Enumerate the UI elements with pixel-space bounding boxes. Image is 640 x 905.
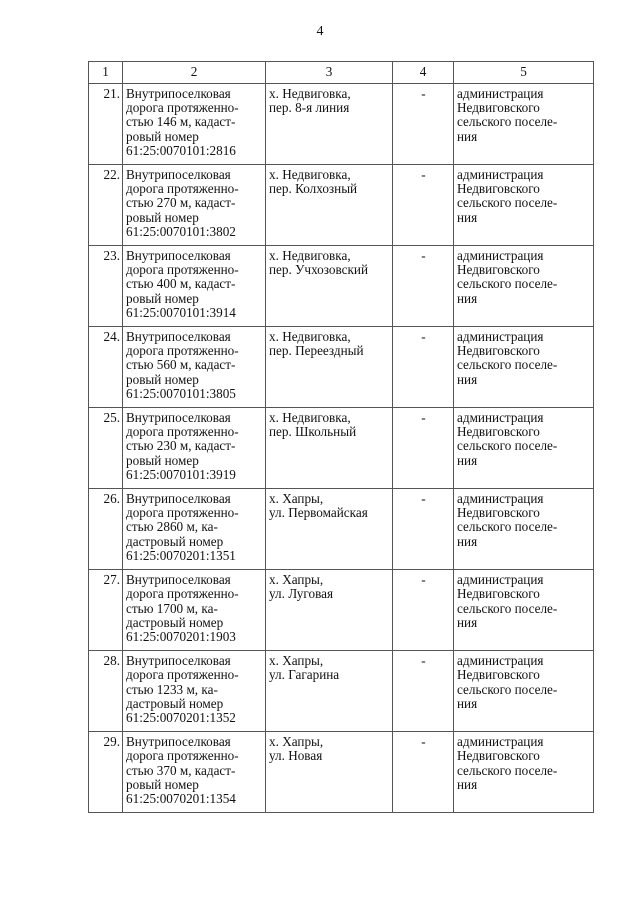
owner-line: Недвиговского [457, 343, 540, 359]
row-number-cell: 24. [89, 327, 123, 408]
description-line: Внутрипоселковая [126, 329, 231, 345]
row-number-cell: 26. [89, 489, 123, 570]
description-line: стью 2860 м, ка- [126, 519, 218, 535]
description-line: Внутрипоселковая [126, 734, 231, 750]
owner-line: ния [457, 533, 478, 549]
header-row [89, 62, 594, 84]
owner-line: администрация [457, 86, 544, 101]
table-row [89, 489, 594, 570]
table-row [89, 165, 594, 246]
address-cell [266, 651, 393, 732]
owner-line: сельского поселе- [457, 519, 558, 535]
registry-table [88, 61, 594, 813]
owner-line: Недвиговского [457, 505, 540, 521]
owner-line: ния [457, 371, 478, 387]
description-line: Внутрипоселковая [126, 248, 231, 264]
address-cell [266, 408, 393, 489]
row-number-cell: 23. [89, 246, 123, 327]
owner-line: администрация [457, 491, 544, 507]
owner-line: ния [457, 776, 478, 792]
object-description-cell [123, 165, 266, 246]
column-4-cell: - [393, 246, 454, 327]
object-description-cell [123, 327, 266, 408]
column-4-cell: - [393, 732, 454, 813]
owner-cell [454, 246, 594, 327]
description-line: Внутрипоселковая [126, 572, 231, 588]
owner-line: администрация [457, 734, 544, 750]
description-line: стью 560 м, кадаст- [126, 357, 236, 373]
page-number: 4 [316, 24, 324, 39]
table-row [89, 651, 594, 732]
column-header-4: 4 [393, 62, 454, 84]
column-4-cell: - [393, 84, 454, 165]
owner-line: сельского поселе- [457, 276, 558, 292]
object-description-cell [123, 570, 266, 651]
description-line: 61:25:0070101:3919 [126, 466, 236, 482]
row-number-cell: 28. [89, 651, 123, 732]
object-description-cell [123, 489, 266, 570]
owner-line: администрация [457, 248, 544, 264]
owner-line: сельского поселе- [457, 114, 558, 130]
description-line: 61:25:0070201:1903 [126, 628, 236, 644]
owner-line: сельского поселе- [457, 600, 558, 616]
address-line: ул. Гагарина [269, 667, 340, 683]
description-line: стью 230 м, кадаст- [126, 438, 236, 454]
address-line: х. Хапры, [269, 653, 324, 669]
description-line: Внутрипоселковая [126, 167, 231, 183]
owner-line: администрация [457, 167, 544, 183]
description-line: 61:25:0070101:2816 [126, 142, 236, 158]
table-row [89, 570, 594, 651]
column-header-1: 1 [89, 62, 123, 84]
column-header-2: 2 [123, 62, 266, 84]
object-description-cell [123, 651, 266, 732]
column-header-3: 3 [266, 62, 393, 84]
description-line: стью 1700 м, ка- [126, 600, 218, 616]
description-line: стью 1233 м, ка- [126, 681, 218, 697]
description-line: дорога протяженно- [126, 748, 239, 764]
owner-line: сельского поселе- [457, 195, 558, 211]
owner-line: Недвиговского [457, 586, 540, 602]
description-line: стью 400 м, кадаст- [126, 276, 236, 292]
address-line: х. Недвиговка, [269, 86, 351, 101]
address-line: х. Недвиговка, [269, 167, 351, 183]
address-cell [266, 165, 393, 246]
description-line: ровый номер [126, 209, 199, 225]
table-row [89, 246, 594, 327]
address-cell [266, 489, 393, 570]
address-line: пер. Переездный [269, 343, 364, 359]
object-description-cell [123, 246, 266, 327]
description-line: дорога протяженно- [126, 343, 239, 359]
description-line: ровый номер [126, 452, 199, 468]
table-row [89, 84, 594, 165]
description-line: дорога протяженно- [126, 262, 239, 278]
row-number-cell: 25. [89, 408, 123, 489]
description-line: ровый номер [126, 371, 199, 387]
owner-line: Недвиговского [457, 100, 540, 116]
description-line: 61:25:0070101:3802 [126, 223, 236, 239]
owner-line: сельского поселе- [457, 762, 558, 778]
owner-line: ния [457, 209, 478, 225]
owner-line: Недвиговского [457, 424, 540, 440]
address-line: ул. Луговая [269, 586, 334, 602]
owner-cell [454, 489, 594, 570]
description-line: дастровый номер [126, 695, 224, 711]
address-line: х. Недвиговка, [269, 248, 351, 264]
owner-cell [454, 651, 594, 732]
address-line: пер. Колхозный [269, 181, 358, 197]
description-line: стью 270 м, кадаст- [126, 195, 236, 211]
description-line: дорога протяженно- [126, 586, 239, 602]
owner-cell [454, 408, 594, 489]
owner-line: администрация [457, 572, 544, 588]
column-4-cell: - [393, 408, 454, 489]
owner-cell [454, 165, 594, 246]
description-line: Внутрипоселковая [126, 653, 231, 669]
owner-line: ния [457, 695, 478, 711]
description-line: 61:25:0070101:3805 [126, 385, 236, 401]
address-line: х. Недвиговка, [269, 410, 351, 426]
object-description-cell [123, 408, 266, 489]
column-4-cell: - [393, 489, 454, 570]
address-line: х. Хапры, [269, 491, 324, 507]
column-header-5: 5 [454, 62, 594, 84]
description-line: дорога протяженно- [126, 100, 239, 116]
row-number-cell: 22. [89, 165, 123, 246]
column-4-cell: - [393, 570, 454, 651]
owner-line: сельского поселе- [457, 357, 558, 373]
column-4-cell: - [393, 165, 454, 246]
address-line: пер. 8-я линия [269, 100, 350, 116]
description-line: стью 370 м, кадаст- [126, 762, 236, 778]
description-line: 61:25:0070201:1354 [126, 790, 236, 806]
owner-line: ния [457, 614, 478, 630]
address-cell [266, 570, 393, 651]
description-line: ровый номер [126, 290, 199, 306]
description-line: дорога протяженно- [126, 424, 239, 440]
description-line: Внутрипоселковая [126, 410, 231, 426]
owner-cell [454, 84, 594, 165]
row-number-cell: 27. [89, 570, 123, 651]
owner-line: ния [457, 452, 478, 468]
owner-cell [454, 327, 594, 408]
address-cell [266, 84, 393, 165]
table-row [89, 327, 594, 408]
owner-line: ния [457, 128, 478, 144]
address-line: пер. Школьный [269, 424, 357, 440]
description-line: Внутрипоселковая [126, 491, 231, 507]
address-cell [266, 246, 393, 327]
table-row [89, 732, 594, 813]
description-line: стью 146 м, кадаст- [126, 114, 236, 130]
row-number-cell: 29. [89, 732, 123, 813]
owner-cell [454, 570, 594, 651]
owner-line: Недвиговского [457, 667, 540, 683]
address-line: ул. Новая [269, 748, 323, 764]
description-line: 61:25:0070101:3914 [126, 304, 236, 320]
description-line: дорога протяженно- [126, 181, 239, 197]
table-body [89, 84, 594, 813]
description-line: дастровый номер [126, 533, 224, 549]
owner-line: ния [457, 290, 478, 306]
object-description-cell [123, 84, 266, 165]
address-line: х. Недвиговка, [269, 329, 351, 345]
column-4-cell: - [393, 651, 454, 732]
owner-line: администрация [457, 410, 544, 426]
address-line: х. Хапры, [269, 734, 324, 750]
owner-line: администрация [457, 653, 544, 669]
description-line: дорога протяженно- [126, 505, 239, 521]
row-number-cell: 21. [89, 84, 123, 165]
description-line: дастровый номер [126, 614, 224, 630]
owner-line: сельского поселе- [457, 438, 558, 454]
owner-line: Недвиговского [457, 181, 540, 197]
table-row [89, 408, 594, 489]
owner-line: администрация [457, 329, 544, 345]
description-line: Внутрипоселковая [126, 86, 231, 101]
description-line: 61:25:0070201:1352 [126, 709, 236, 725]
object-description-cell [123, 732, 266, 813]
address-line: х. Хапры, [269, 572, 324, 588]
owner-cell [454, 732, 594, 813]
description-line: ровый номер [126, 128, 199, 144]
description-line: дорога протяженно- [126, 667, 239, 683]
address-line: пер. Учхозовский [269, 262, 369, 278]
column-4-cell: - [393, 327, 454, 408]
address-cell [266, 732, 393, 813]
description-line: ровый номер [126, 776, 199, 792]
description-line: 61:25:0070201:1351 [126, 547, 236, 563]
address-cell [266, 327, 393, 408]
owner-line: Недвиговского [457, 748, 540, 764]
owner-line: сельского поселе- [457, 681, 558, 697]
owner-line: Недвиговского [457, 262, 540, 278]
address-line: ул. Первомайская [269, 505, 368, 521]
